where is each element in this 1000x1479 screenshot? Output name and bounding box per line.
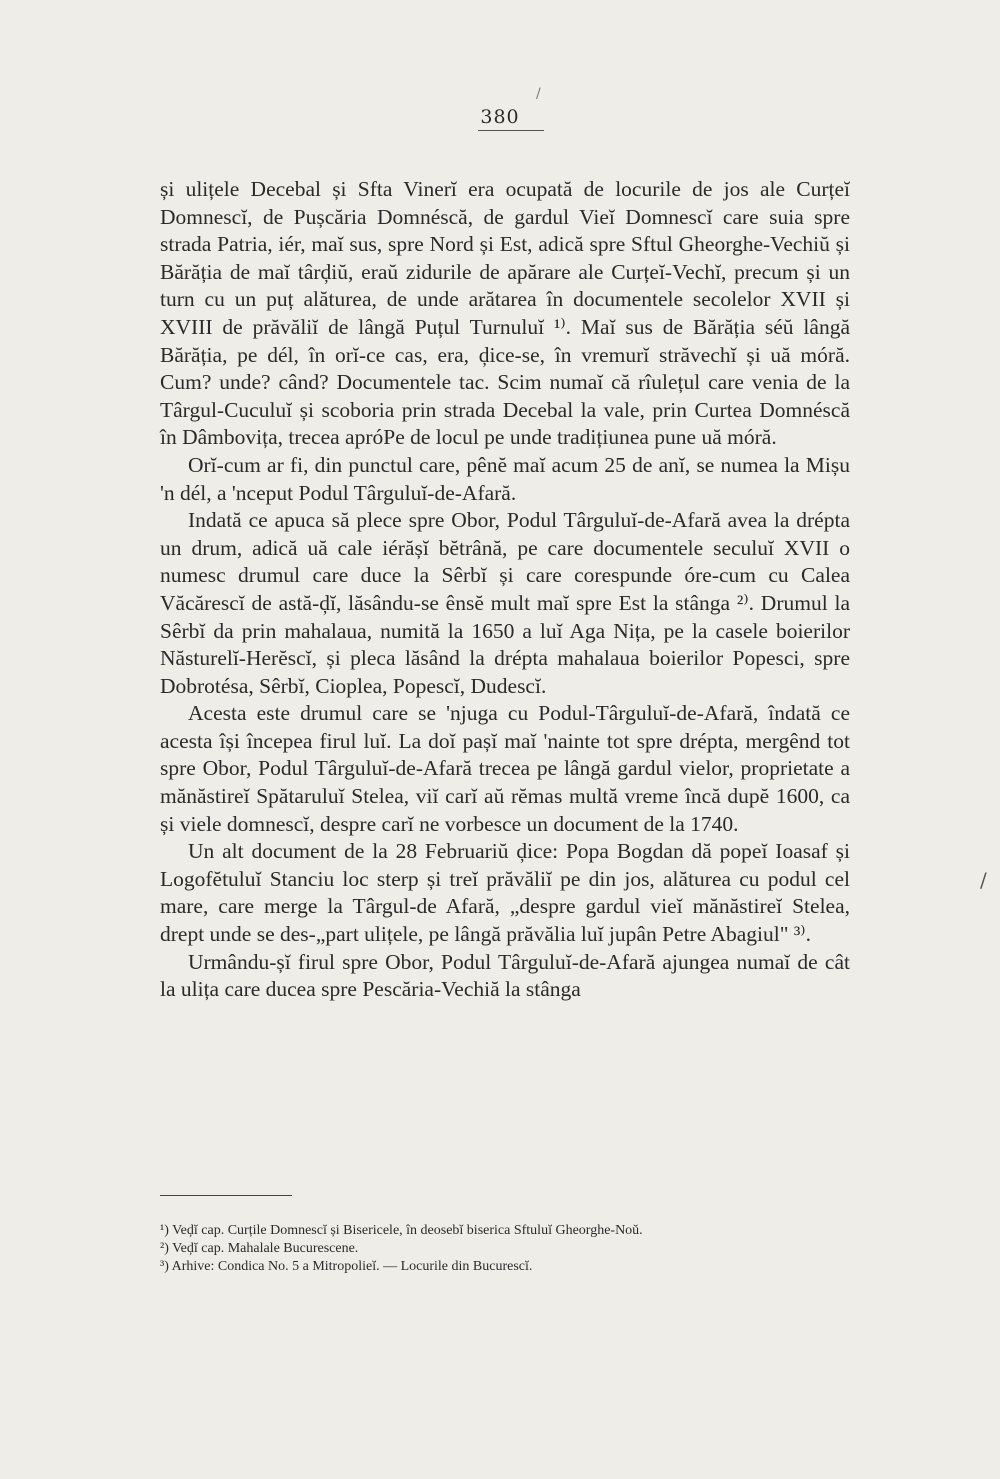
page-number: 380 xyxy=(480,106,520,128)
footnote-3: ³) Arhive: Condica No. 5 a Mitropolieĭ. — Locurile din Bucurescĭ. xyxy=(160,1259,533,1274)
paragraph-2: Orĭ-cum ar fi, din punctul care, pênĕ maĭ acum 25 de anĭ, se numea la Mișu 'n dél, a 'nceput Podul Târguluĭ-de-Afară. xyxy=(160,452,850,505)
paragraph-1: și ulițele Decebal și Sfta Vinerĭ era ocupată de locurile de jos ale Curțeĭ Domnescĭ, de Pușcăria Domnéscă, de gardul Vieĭ Domnescĭ care suia spre strada Patria, iér, maĭ sus, spre Nord și Est, adică spre Sftul Gheorghe-Vechiŭ și Bărăția de maĭ târḑiŭ, eraŭ zidurile de apărare ale Curțeĭ-Vechĭ, precum și un turn cu un puț alăturea, de unde arătarea în documentele secolelor XVII și XVIII de prăvăliĭ de lângă Puțul Turnuluĭ ¹⁾. Maĭ sus de Bărăția séŭ lângă Bărăția, pe dél, în orĭ-ce cas, era, ḑice-se, în vremurĭ străvechĭ și uă móră. Cum? unde? când? Documentele tac. Scim numaĭ că rîulețul care venia de la Târgul-Cuculuĭ și scoboria prin strada Decebal la vale, prin Curtea Domnéscă în Dâmbovița, trecea apróPe de locul pe unde tradițiunea pune uă móră. xyxy=(160,177,850,450)
paragraph-3: Indată ce apuca să plece spre Obor, Podul Târguluĭ-de-Afară avea la drépta un drum, adică uă cale iérășĭ bĕtrână, pe care documentele seculuĭ XVII o numesc drumul care duce la Sêrbĭ și care corespunde óre-cum cu Calea Văcărescĭ de astă-ḑĭ, lăsându-se ênsĕ mult maĭ spre Est la stânga ²⁾. Drumul la Sêrbĭ da prin mahalaua, numită la 1650 a luĭ Aga Nița, pe la casele boierilor Năsturelĭ-Herĕscĭ, și pleca lăsând la drépta mahalaua boierilor Popesci, spre Dobrotésa, Sêrbĭ, Cioplea, Popescĭ, Dudescĭ. xyxy=(160,508,850,698)
footnote-2: ²) Veḑĭ cap. Mahalale Bucurescene. xyxy=(160,1241,359,1256)
paragraph-6: Urmându-șĭ firul spre Obor, Podul Târguluĭ-de-Afară ajungea numaĭ de cât la ulița care ducea spre Pescăria-Vechiă la stânga xyxy=(160,949,850,1002)
body-text xyxy=(160,176,850,1004)
margin-mark-right: / xyxy=(980,868,987,892)
page-number-underline xyxy=(478,130,544,131)
footnotes xyxy=(160,1222,850,1276)
footnote-1: ¹) Veḑĭ cap. Curțile Domnescĭ și Bisericele, în deosebĭ biserica Sftuluĭ Gheorghe-Noŭ. xyxy=(160,1223,643,1238)
paragraph-4: Acesta este drumul care se 'njuga cu Podul-Târguluĭ-de-Afară, îndată ce acesta își începea firul luĭ. La doĭ pașĭ maĭ 'nainte tot spre drépta, mergênd tot spre Obor, Podul Târguluĭ-de-Afară trecea pe lângă gardul vielor, proprietate a mănăstireĭ Spătaruluĭ Stelea, viĭ carĭ aŭ rĕmas multă vreme încă dupĕ 1600, ca și viele domnescĭ, despre carĭ ne vorbesce un document de la 1740. xyxy=(160,701,850,836)
footnote-separator xyxy=(160,1195,292,1196)
margin-mark-top: / xyxy=(536,86,541,102)
paragraph-5: Un alt document de la 28 Februariŭ ḑice: Popa Bogdan dă popeĭ Ioasaf și Logofĕtuluĭ Stanciu loc sterp și treĭ prăvăliĭ pe din jos, alăturea cu podul cel mare, care merge la Târgul-de Afară, „despre gardul vieĭ mănăstireĭ Stelea, drept unde se des-„part ulițele, pe lângă prăvălia luĭ jupân Petre Abagiul" ³⁾. xyxy=(160,839,850,947)
